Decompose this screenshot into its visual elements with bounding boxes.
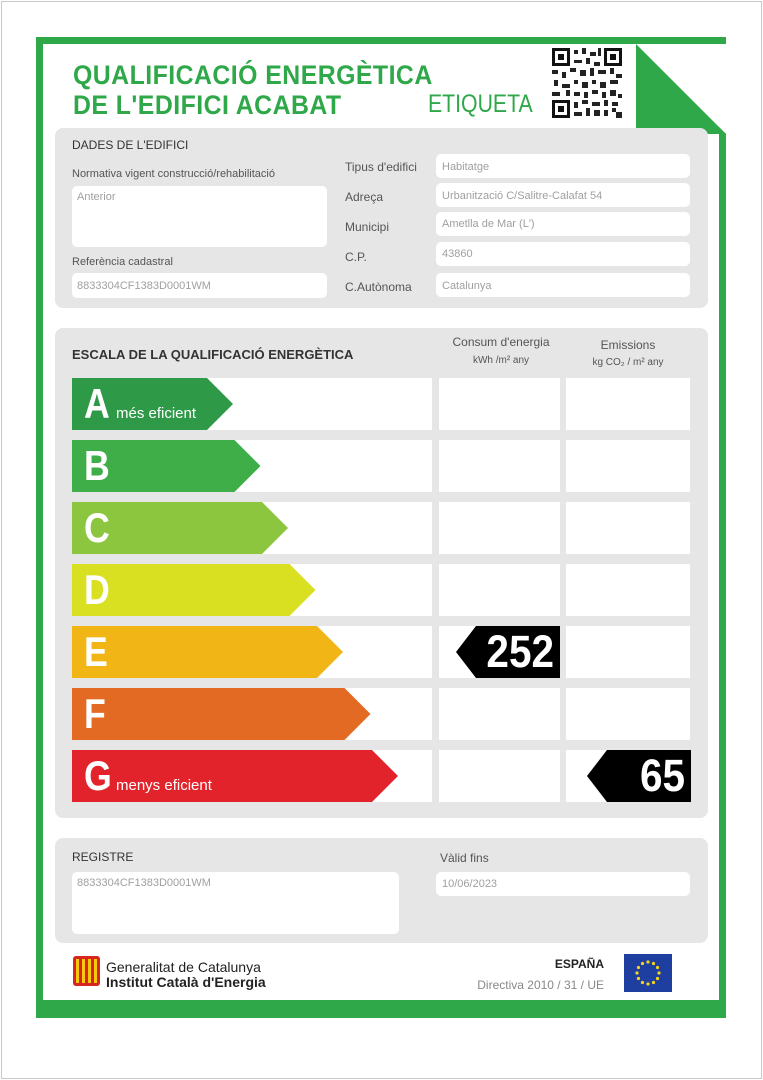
consum-cell-g xyxy=(439,750,560,802)
eu-star xyxy=(652,981,655,984)
eu-star xyxy=(637,966,640,969)
catalan-flag-icon xyxy=(73,956,100,986)
class-arrow-e xyxy=(72,626,345,678)
valid-label: Vàlid fins xyxy=(440,851,489,865)
emissions-cell-d xyxy=(566,564,690,616)
consum-cell-d xyxy=(439,564,560,616)
tipus-value: Habitatge xyxy=(442,161,490,173)
eu-star xyxy=(656,966,659,969)
tipus-label: Tipus d'edifici xyxy=(345,160,417,174)
emissions-unit: kg CO₂ / m² any xyxy=(592,357,664,368)
eu-star xyxy=(652,962,655,965)
class-letter-c: C xyxy=(84,504,110,551)
class-letter-b: B xyxy=(84,442,110,489)
qr-code-icon xyxy=(552,48,622,118)
class-letter-f: F xyxy=(84,690,106,737)
eu-flag-icon xyxy=(624,954,672,992)
class-letter-a: A xyxy=(84,380,110,427)
eu-star xyxy=(641,962,644,965)
emissions-cell-b xyxy=(566,440,690,492)
class-sub-g: menys eficient xyxy=(116,777,212,794)
municipi-value: Ametlla de Mar (L') xyxy=(442,218,535,230)
class-letter-e: E xyxy=(84,628,108,675)
consum-header: Consum d'energia xyxy=(452,335,550,349)
emissions-cell-f xyxy=(566,688,690,740)
consum-cell-c xyxy=(439,502,560,554)
cp-value: 43860 xyxy=(442,248,473,260)
emissions-header: Emissions xyxy=(600,338,656,352)
registre-label: REGISTRE xyxy=(72,850,134,864)
normativa-value: Anterior xyxy=(77,191,116,203)
registre-value: 8833304CF1383D0001WM xyxy=(77,877,211,889)
class-arrow-g xyxy=(72,750,400,802)
emissions-rating-value: 65 xyxy=(639,750,685,801)
icaen-text: Institut Català d'Energia xyxy=(106,974,266,990)
consum-cell-a xyxy=(439,378,560,430)
consum-cell-b xyxy=(439,440,560,492)
title-line-2: DE L'EDIFICI ACABAT xyxy=(73,90,342,120)
class-letter-g: G xyxy=(84,752,112,799)
consum-unit: kWh /m² any xyxy=(472,355,530,366)
eu-star xyxy=(641,981,644,984)
etiqueta-label: ETIQUETA xyxy=(428,90,533,118)
class-sub-a: més eficient xyxy=(116,405,197,422)
class-letter-d: D xyxy=(84,566,110,613)
emissions-cell-c xyxy=(566,502,690,554)
espana-text: ESPAÑA xyxy=(554,957,604,971)
title-line-1: QUALIFICACIÓ ENERGÈTICA xyxy=(73,60,433,90)
eu-star xyxy=(657,971,660,974)
autonoma-value: Catalunya xyxy=(442,280,492,292)
cp-field xyxy=(436,242,690,266)
autonoma-label: C.Autònoma xyxy=(345,280,412,294)
valid-value: 10/06/2023 xyxy=(442,878,498,890)
generalitat-text: Generalitat de Catalunya xyxy=(106,959,261,975)
consum-cell-f xyxy=(439,688,560,740)
emissions-cell-e xyxy=(566,626,690,678)
eu-star xyxy=(637,977,640,980)
municipi-label: Municipi xyxy=(345,220,390,234)
eu-star xyxy=(656,977,659,980)
folded-corner xyxy=(636,44,726,134)
normativa-label: Normativa vigent construcció/rehabilitació xyxy=(72,168,275,180)
building-section-title: DADES DE L'EDIFICI xyxy=(72,138,189,152)
eu-star xyxy=(646,960,649,963)
referencia-value: 8833304CF1383D0001WM xyxy=(77,280,211,292)
cp-label: C.P. xyxy=(345,250,367,264)
class-arrow-f xyxy=(72,688,373,740)
adreca-label: Adreça xyxy=(345,190,384,204)
adreca-value: Urbanització C/Salitre-Calafat 54 xyxy=(442,190,603,202)
scale-section-title: ESCALA DE LA QUALIFICACIÓ ENERGÈTICA xyxy=(72,347,354,362)
emissions-cell-a xyxy=(566,378,690,430)
referencia-label: Referència cadastral xyxy=(72,256,173,268)
eu-star xyxy=(635,971,638,974)
consum-rating-value: 252 xyxy=(486,626,554,677)
eu-star xyxy=(646,982,649,985)
directiva-text: Directiva 2010 / 31 / UE xyxy=(477,978,604,992)
